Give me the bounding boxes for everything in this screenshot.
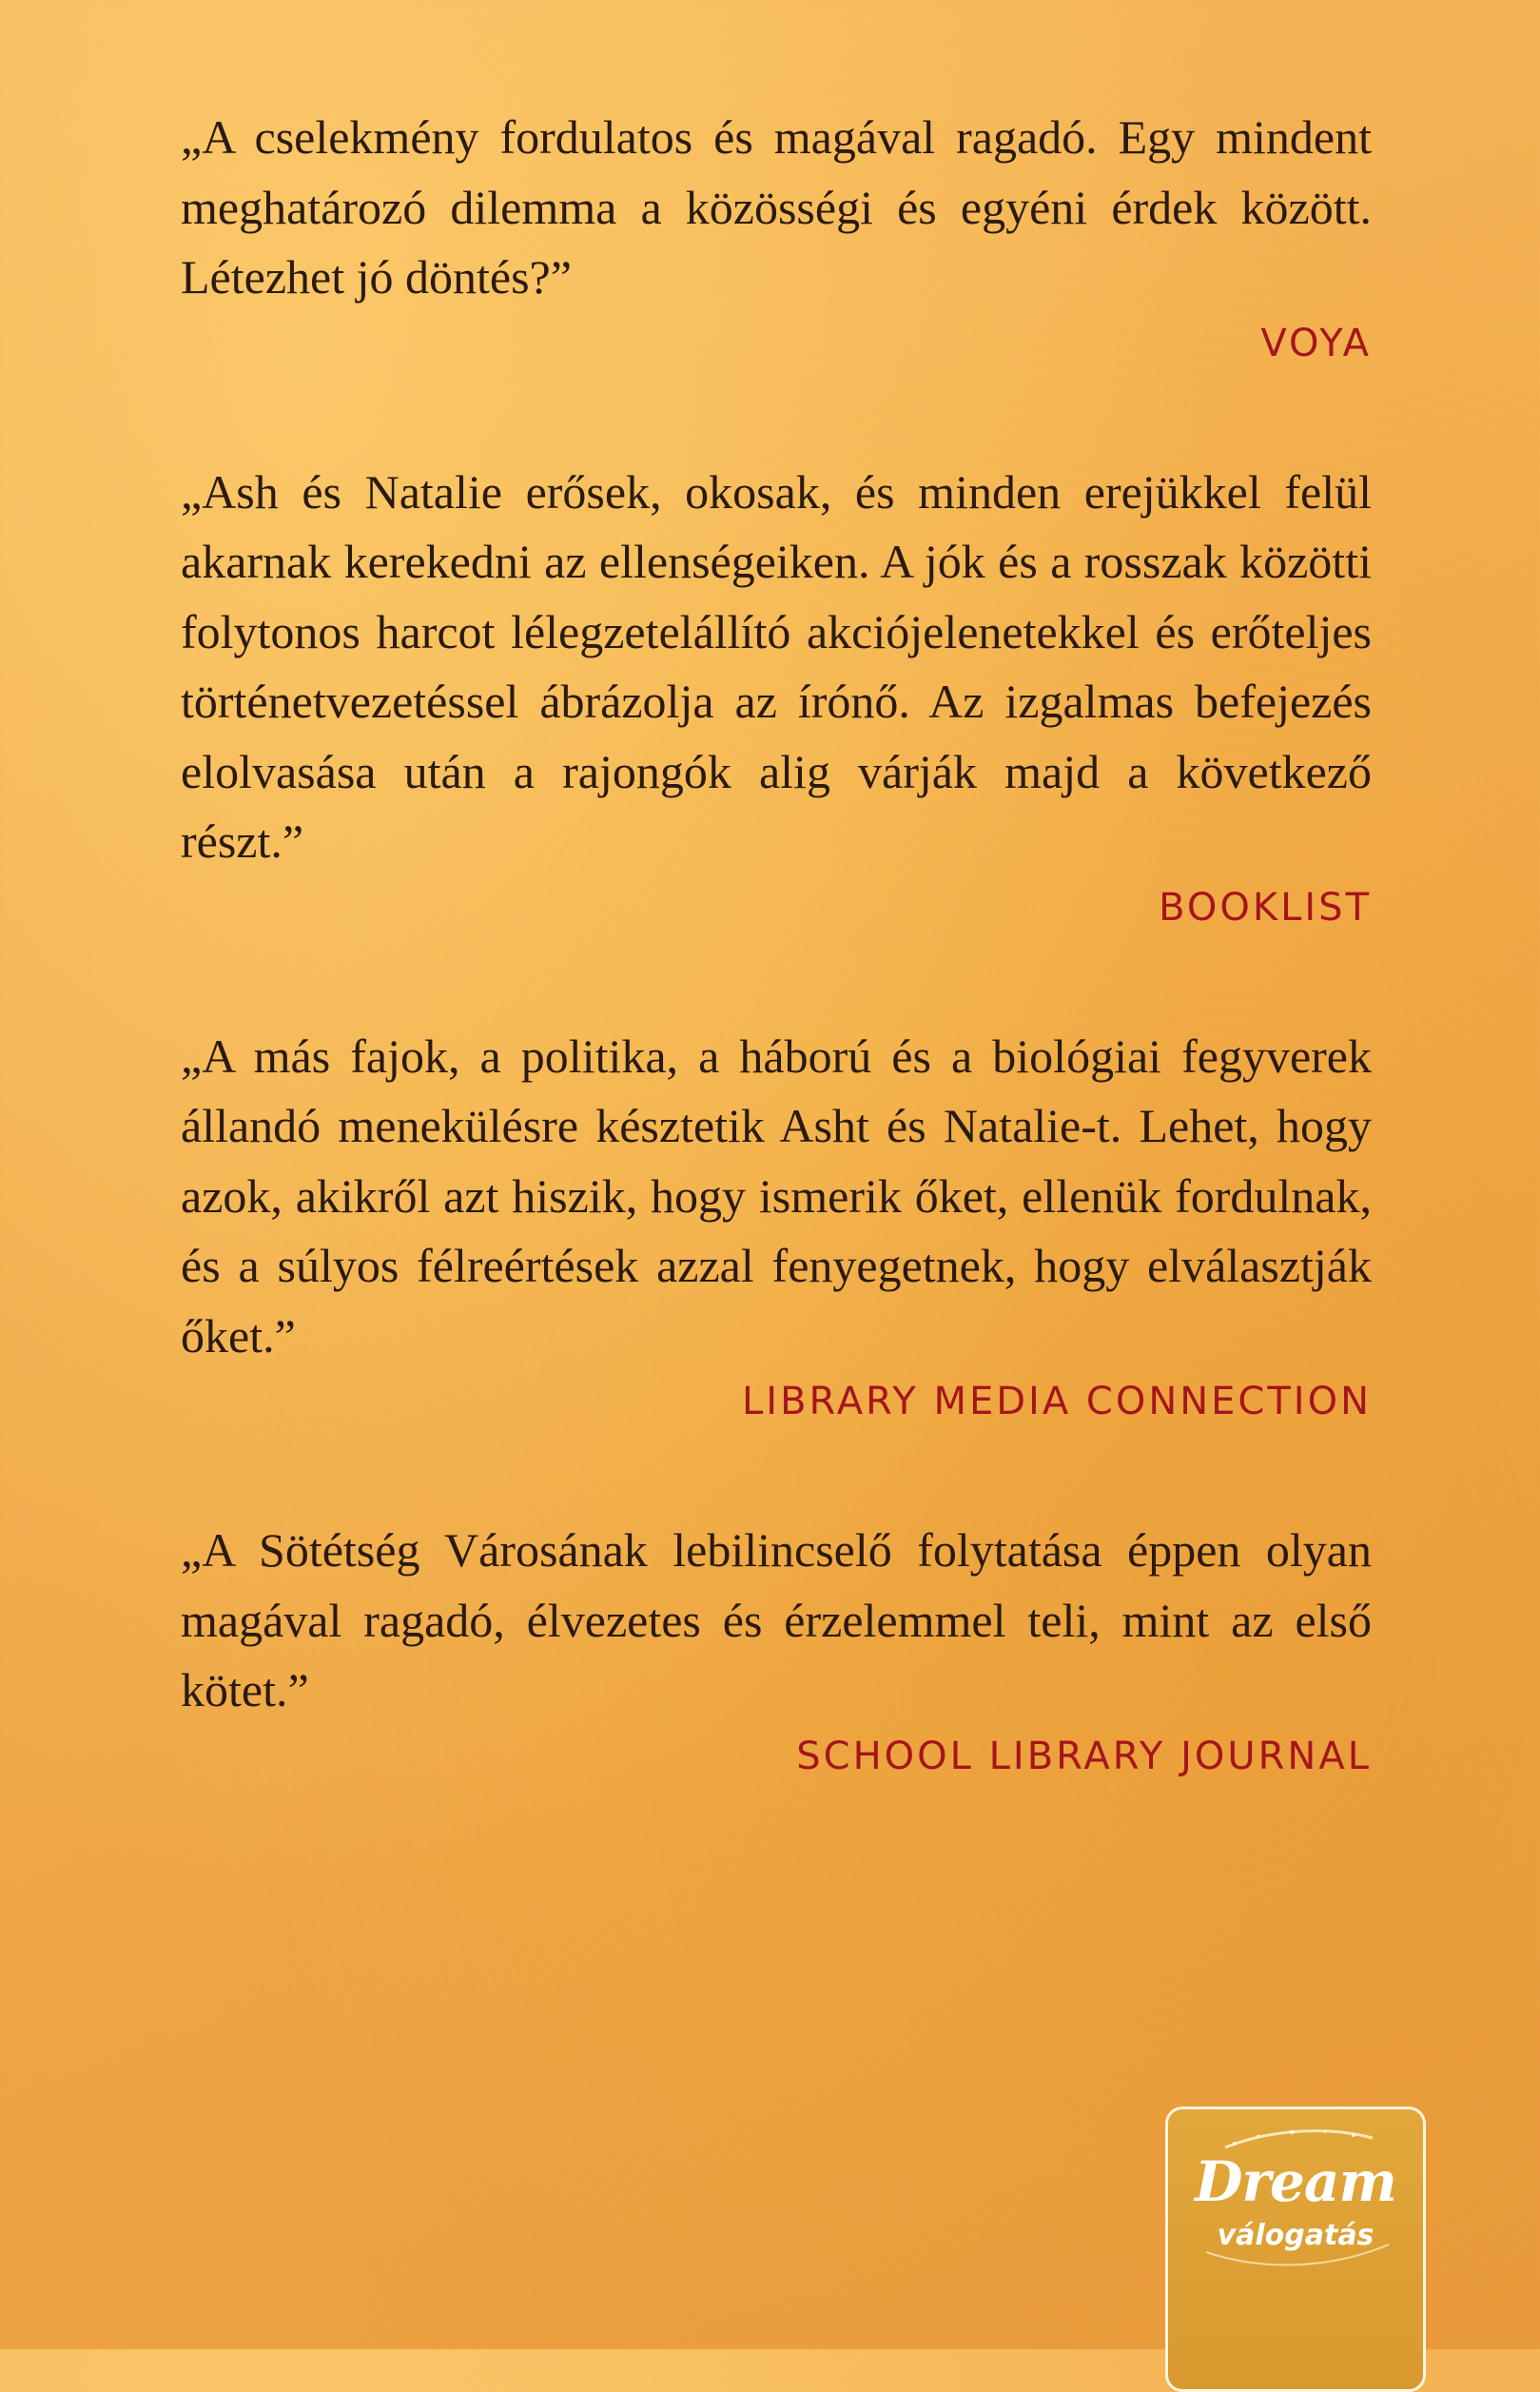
review-library-media-connection xyxy=(181,1022,1372,1429)
review-quote: „Ash és Natalie erősek, okosak, és minden erejükkel felül akarnak kerekedni az ellenségeiken. A jók és a rosszak közötti folytonos harcot lélegzetelállító akciójelenetekkel és erőteljes történetvezetéssel ábrázolja az írónő. Az izgalmas befejezés elolvasása után a rajongók alig várják majd a következő részt.” xyxy=(181,464,1372,868)
review-source: VOYA xyxy=(1260,321,1372,365)
review-voya xyxy=(181,103,1372,370)
review-school-library-journal xyxy=(181,1516,1372,1783)
logo-title: Dream xyxy=(1195,2149,1396,2214)
review-source: SCHOOL LIBRARY JOURNAL xyxy=(796,1734,1372,1778)
review-list xyxy=(181,103,1372,1871)
logo-subtitle: válogatás xyxy=(1217,2219,1374,2252)
review-booklist xyxy=(181,458,1372,934)
review-source: LIBRARY MEDIA CONNECTION xyxy=(742,1380,1372,1423)
review-source: BOOKLIST xyxy=(1159,885,1372,930)
review-quote: „A más fajok, a politika, a háború és a biológiai fegyverek állandó menekülésre késztetik Asht és Natalie-t. Lehet, hogy azok, akikről azt hiszik, hogy ismerik őket, ellenük fordulnak, és a súlyos félreértések azzal fenyegetnek, hogy elválasztják őket.” xyxy=(181,1029,1372,1363)
review-quote: „A Sötétség Városának lebilincselő folytatása éppen olyan magával ragadó, élvezetes és érzelemmel teli, mint az első kötet.” xyxy=(181,1523,1372,1716)
dream-valogatas-logo xyxy=(1165,2107,1426,2392)
review-quote: „A cselekmény fordulatos és magával ragadó. Egy mindent meghatározó dilemma a közösségi és egyéni érdek között. Létezhet jó döntés?” xyxy=(181,110,1372,304)
